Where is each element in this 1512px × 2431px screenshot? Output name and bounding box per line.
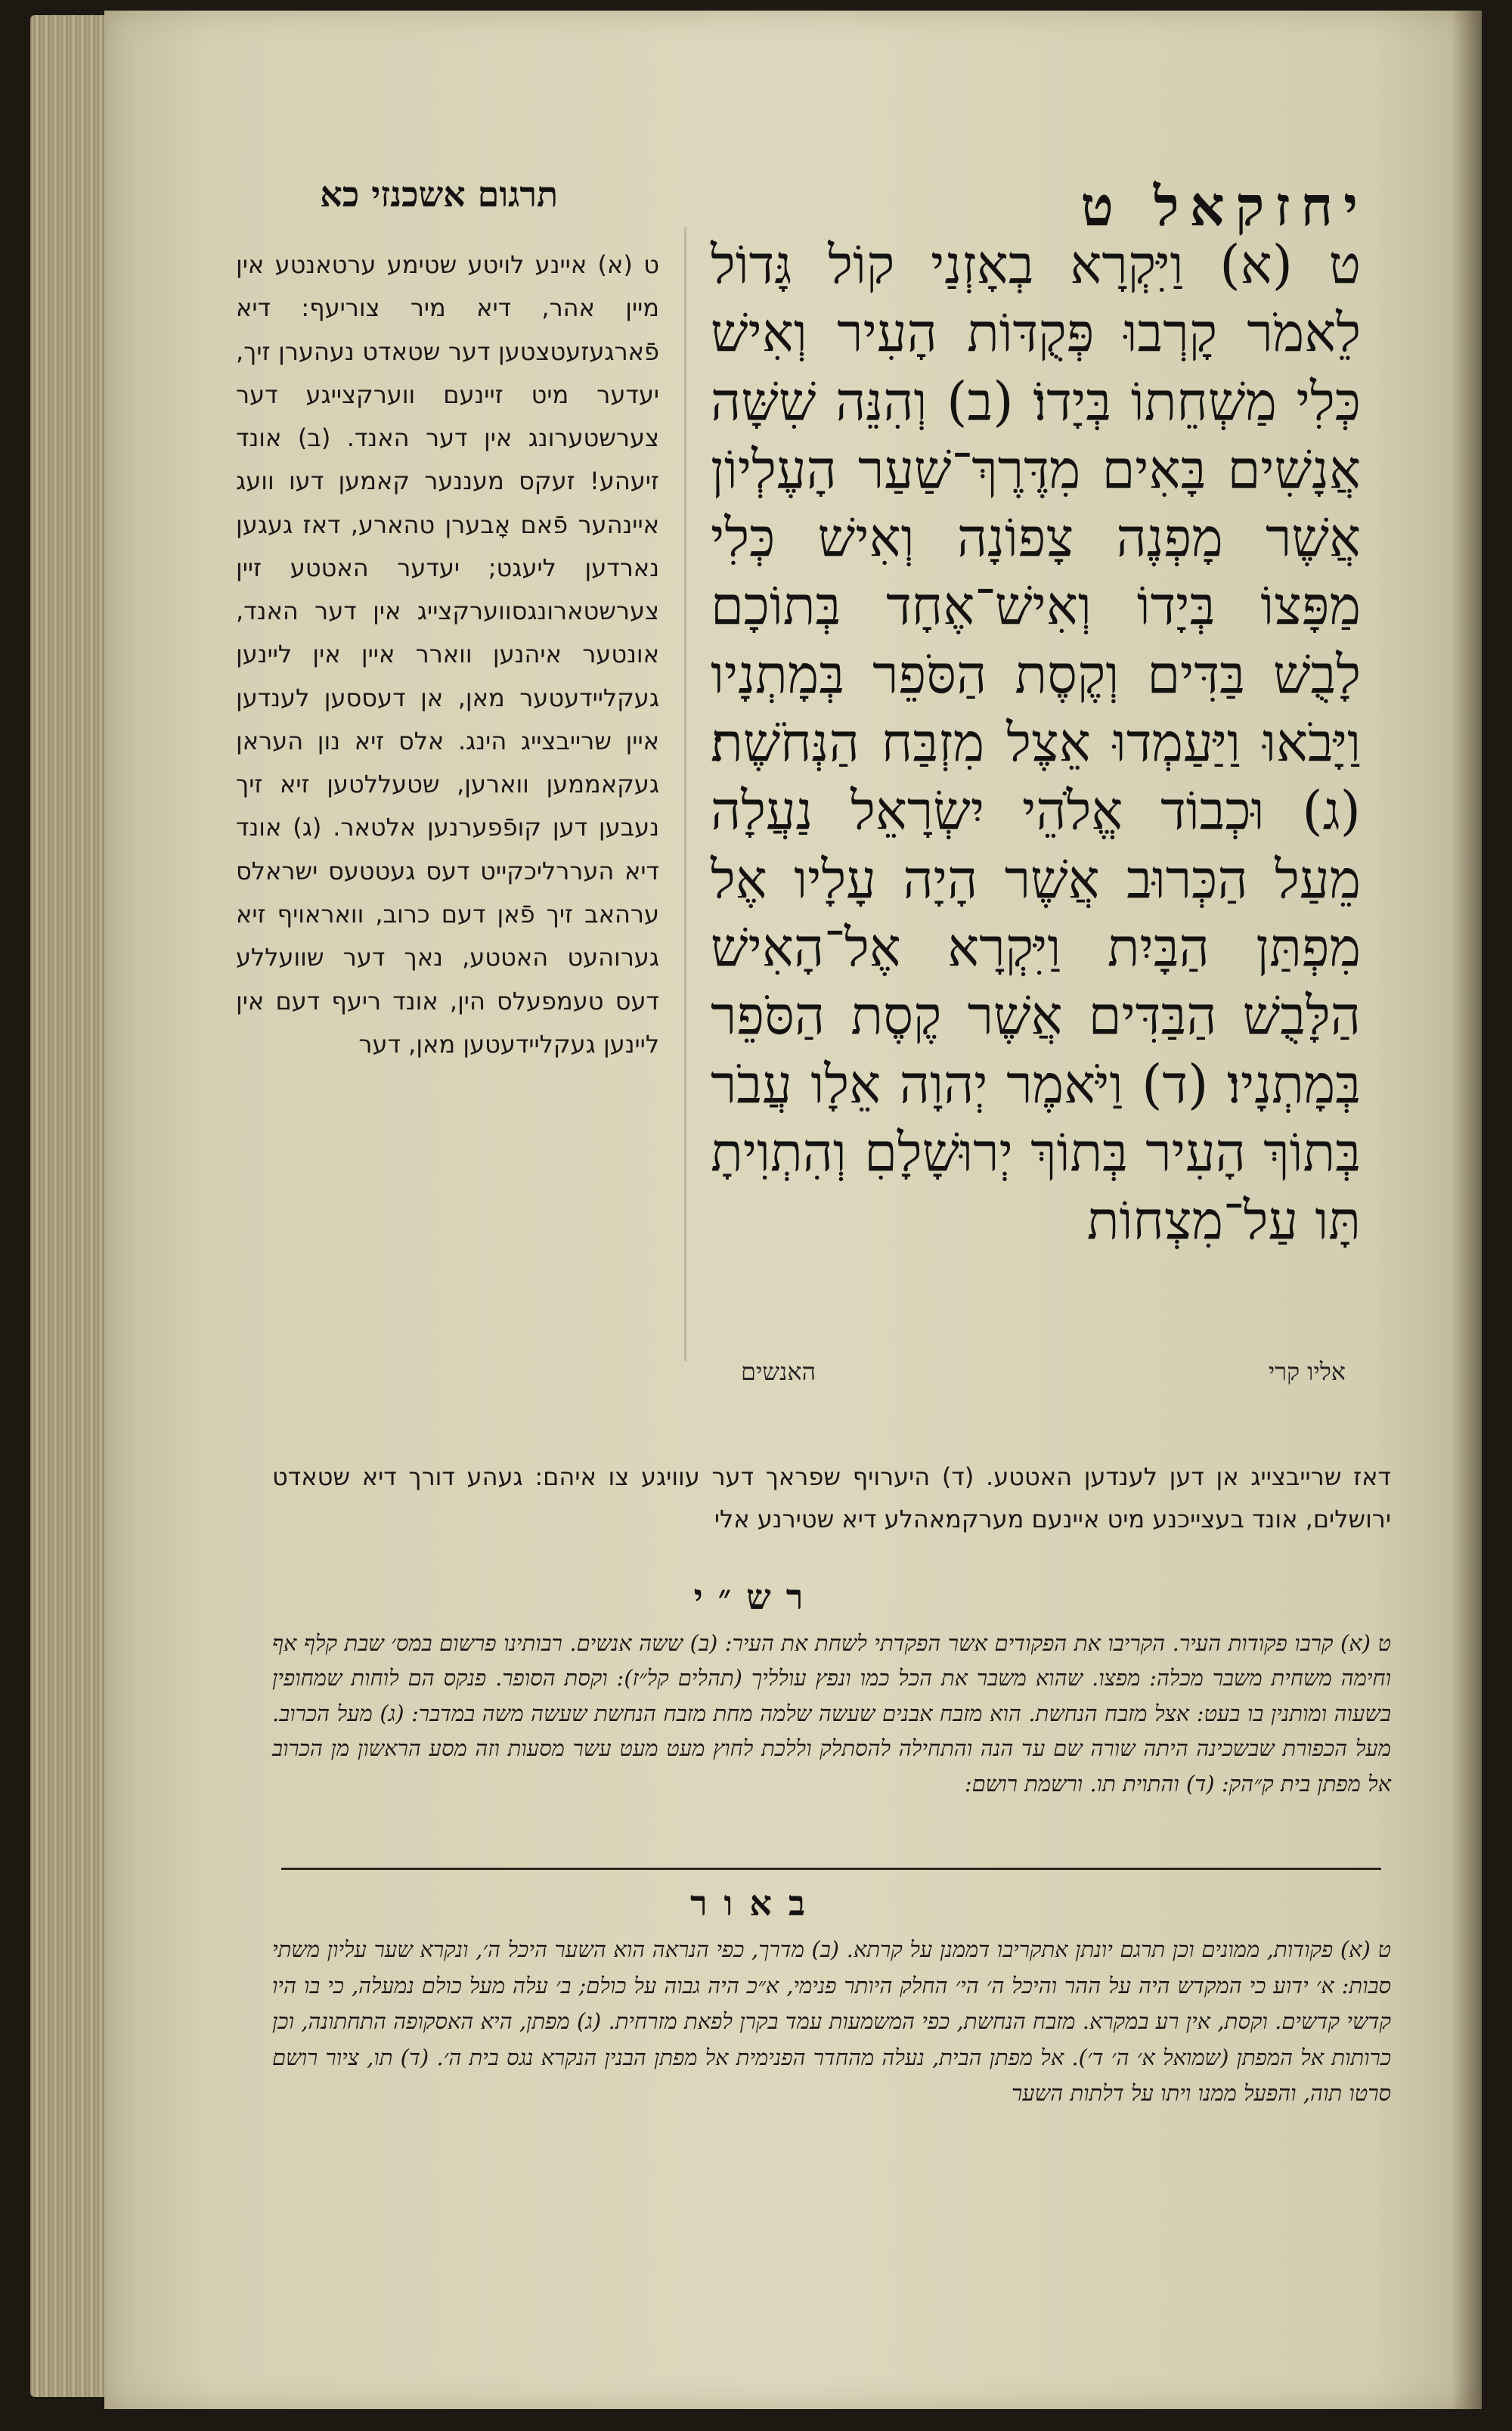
commentary-divider <box>281 1868 1381 1870</box>
translation-continuation <box>272 1456 1391 1540</box>
qere-note: אליו קרי <box>1268 1357 1346 1386</box>
rashi-text: ט (א) קרבו פקודות העיר. הקריבו את הפקודים אשר הפקדתי לשחת את העיר: (ב) ששה אנשים. רבותינו פרשום במס׳ שבת קלף אף וחימה משחית משבר מכלה: מפצו. שהוא משבר את הכל כמו ונפץ עולליך (תהלים קל״ז): וקסת הסופר. פנקס הם לוחות שמחופין בשעוה ומותנין בו בעט: אצל מזבח הנחשת. הוא מזבח אבנים שעשה שלמה מחת מזבח הנחשת שעשה משה במדבר: (ג) מעל הכרוב. מעל הכפורת שבשכינה היתה שורה שם עד הנה והתחילה להסתלק וללכת לחוץ מעט מעט עשר מסעות וזה מסע הראשון מן הכרוב אל מפתן בית ק״הק: (ד) והתוית תו. ורשמת רושם: <box>272 1630 1391 1797</box>
scripture-main-text <box>711 231 1361 1335</box>
book-page-edges <box>30 15 106 2397</box>
book-title-header: יחזקאל ט <box>1080 174 1368 238</box>
column-divider <box>684 227 686 1361</box>
scripture-paragraph: ט (א) וַיִּקְרָא בְאָזְנַי קוֹל גָּדוֹל לֵאמֹר קָרְבוּ פְּקֻדּוֹת הָעִיר וְאִישׁ כְּלִי מַשְׁחֵתוֹ בְּיָדוֹ׃ (ב) וְהִנֵּה שִׁשָּׁה אֲנָשִׁים בָּאִים מִדֶּרֶךְ־שַׁעַר הָעֶלְיוֹן אֲשֶׁר מָפְנֶה צָפוֹנָה וְאִישׁ כְּלִי מַפָּצוֹ בְּיָדוֹ וְאִישׁ־אֶחָד בְּתוֹכָם לָבֻשׁ בַּדִּים וְקֶסֶת הַסֹּפֵר בְּמָתְנָיו וַיָּבֹאוּ וַיַּעַמְדוּ אֵצֶל מִזְבַּח הַנְּחֹשֶׁת׃ (ג) וּכְבוֹד אֱלֹהֵי יִשְׂרָאֵל נַעֲלָה מֵעַל הַכְּרוּב אֲשֶׁר הָיָה עָלָיו אֶל מִפְתַּן הַבָּיִת וַיִּקְרָא אֶל־הָאִישׁ הַלָּבֻשׁ הַבַּדִּים אֲשֶׁר קֶסֶת הַסֹּפֵר בְּמָתְנָיו׃ (ד) וַיֹּאמֶר יְהוָה אֵלָו עֲבֹר בְּתוֹךְ הָעִיר בְּתוֹךְ יְרוּשָׁלָםִ וְהִתְוִיתָ תָּו עַל־מִצְחוֹת <box>711 234 1361 1252</box>
rashi-commentary <box>272 1626 1391 1801</box>
page-gutter-shadow <box>1452 11 1482 2409</box>
qere-notes <box>741 1357 1346 1386</box>
translation-column <box>236 243 659 1453</box>
beur-commentary <box>272 1932 1391 2112</box>
translation-paragraph: ט (א) איינע לויטע שטימע ערטאנטע אין מיין אהר, דיא מיר צוריעף: דיא פֿארגעזעטצטען דער שטאדט נעהערן זיך, יעדער מיט זיינעם ווערקצייגע דער צערשטערונג אין דער האנד. (ב) אונד זיעהע! זעקס מעננער קאמען דעו וועג איינהער פֿאם אָבערן טהארע, דאז געגען נארדען ליעגט; יעדער האטטע זיין צערשטארונגסווערקצייג אין דער האנד, אונטער איהנען ווארר איין אין ליינען געקליידעטער מאן, אן דעססען לענדען איין שרייבצייג הינג. אלס זיא נון העראן געקאממען ווארען, שטעללטען זיא זיך נעבען דען קופֿפערנען אלטאר. (ג) אונד דיא העררליכקייט דעס געטטעס ישראלס ערהאב זיך פֿאן דעם כרוב, וואראויף זיא גערוהעט האטטע, נאך דער שוועללע דעס טעמפעלס הין, אונד ריעף דעם אין ליינען געקליידעטען מאן, דער <box>236 250 659 1059</box>
translation-title-header: תרגום אשכנזי כא <box>320 174 558 215</box>
qere-note: האנשים <box>741 1357 816 1386</box>
translation-continuation-text: דאז שרייבצייג אן דען לענדען האטטע. (ד) היערויף שפראך דער עוויגע צו איהם: געהע דורך דיא שטאדט ירושלים, אונד בעצייכנע מיט איינעם מערקמאהלע דיא שטירנע אלי <box>272 1462 1391 1533</box>
rashi-heading: רש״י <box>693 1577 819 1617</box>
beur-text: ט (א) פקודות, ממונים וכן תרגם יונתן אתקריבו דממנן על קרתא. (ב) מדרך, כפי הנראה הוא השער היכל ה׳, ונקרא שער עליון משתי סבות: א׳ ידוע כי המקדש היה על ההר והיכל ה׳ הי׳ החלק היותר פנימי, א״כ היה גבוה על כולם; ב׳ עלה מעל כולם נמעלה, כי בו היו קדשי קדשים. וקסת, אין רע במקרא. מזבח הנחשת, כפי המשמעות עמד בקרן לפאת מזרחית. (ג) מפתן, היא האסקופה התחתונה, וכן כרותות אל המפתן (שמואל א׳ ה׳ ד׳). אל מפתן הבית, נעלה מהחדר הפנימית אל מפתן הבנין הנקרא נגס בית ה׳. (ד) תו, ציור רושם סרטו תוה, והפעל ממנו ויתו על דלתות השער <box>272 1936 1391 2107</box>
beur-heading: באור <box>689 1883 823 1924</box>
